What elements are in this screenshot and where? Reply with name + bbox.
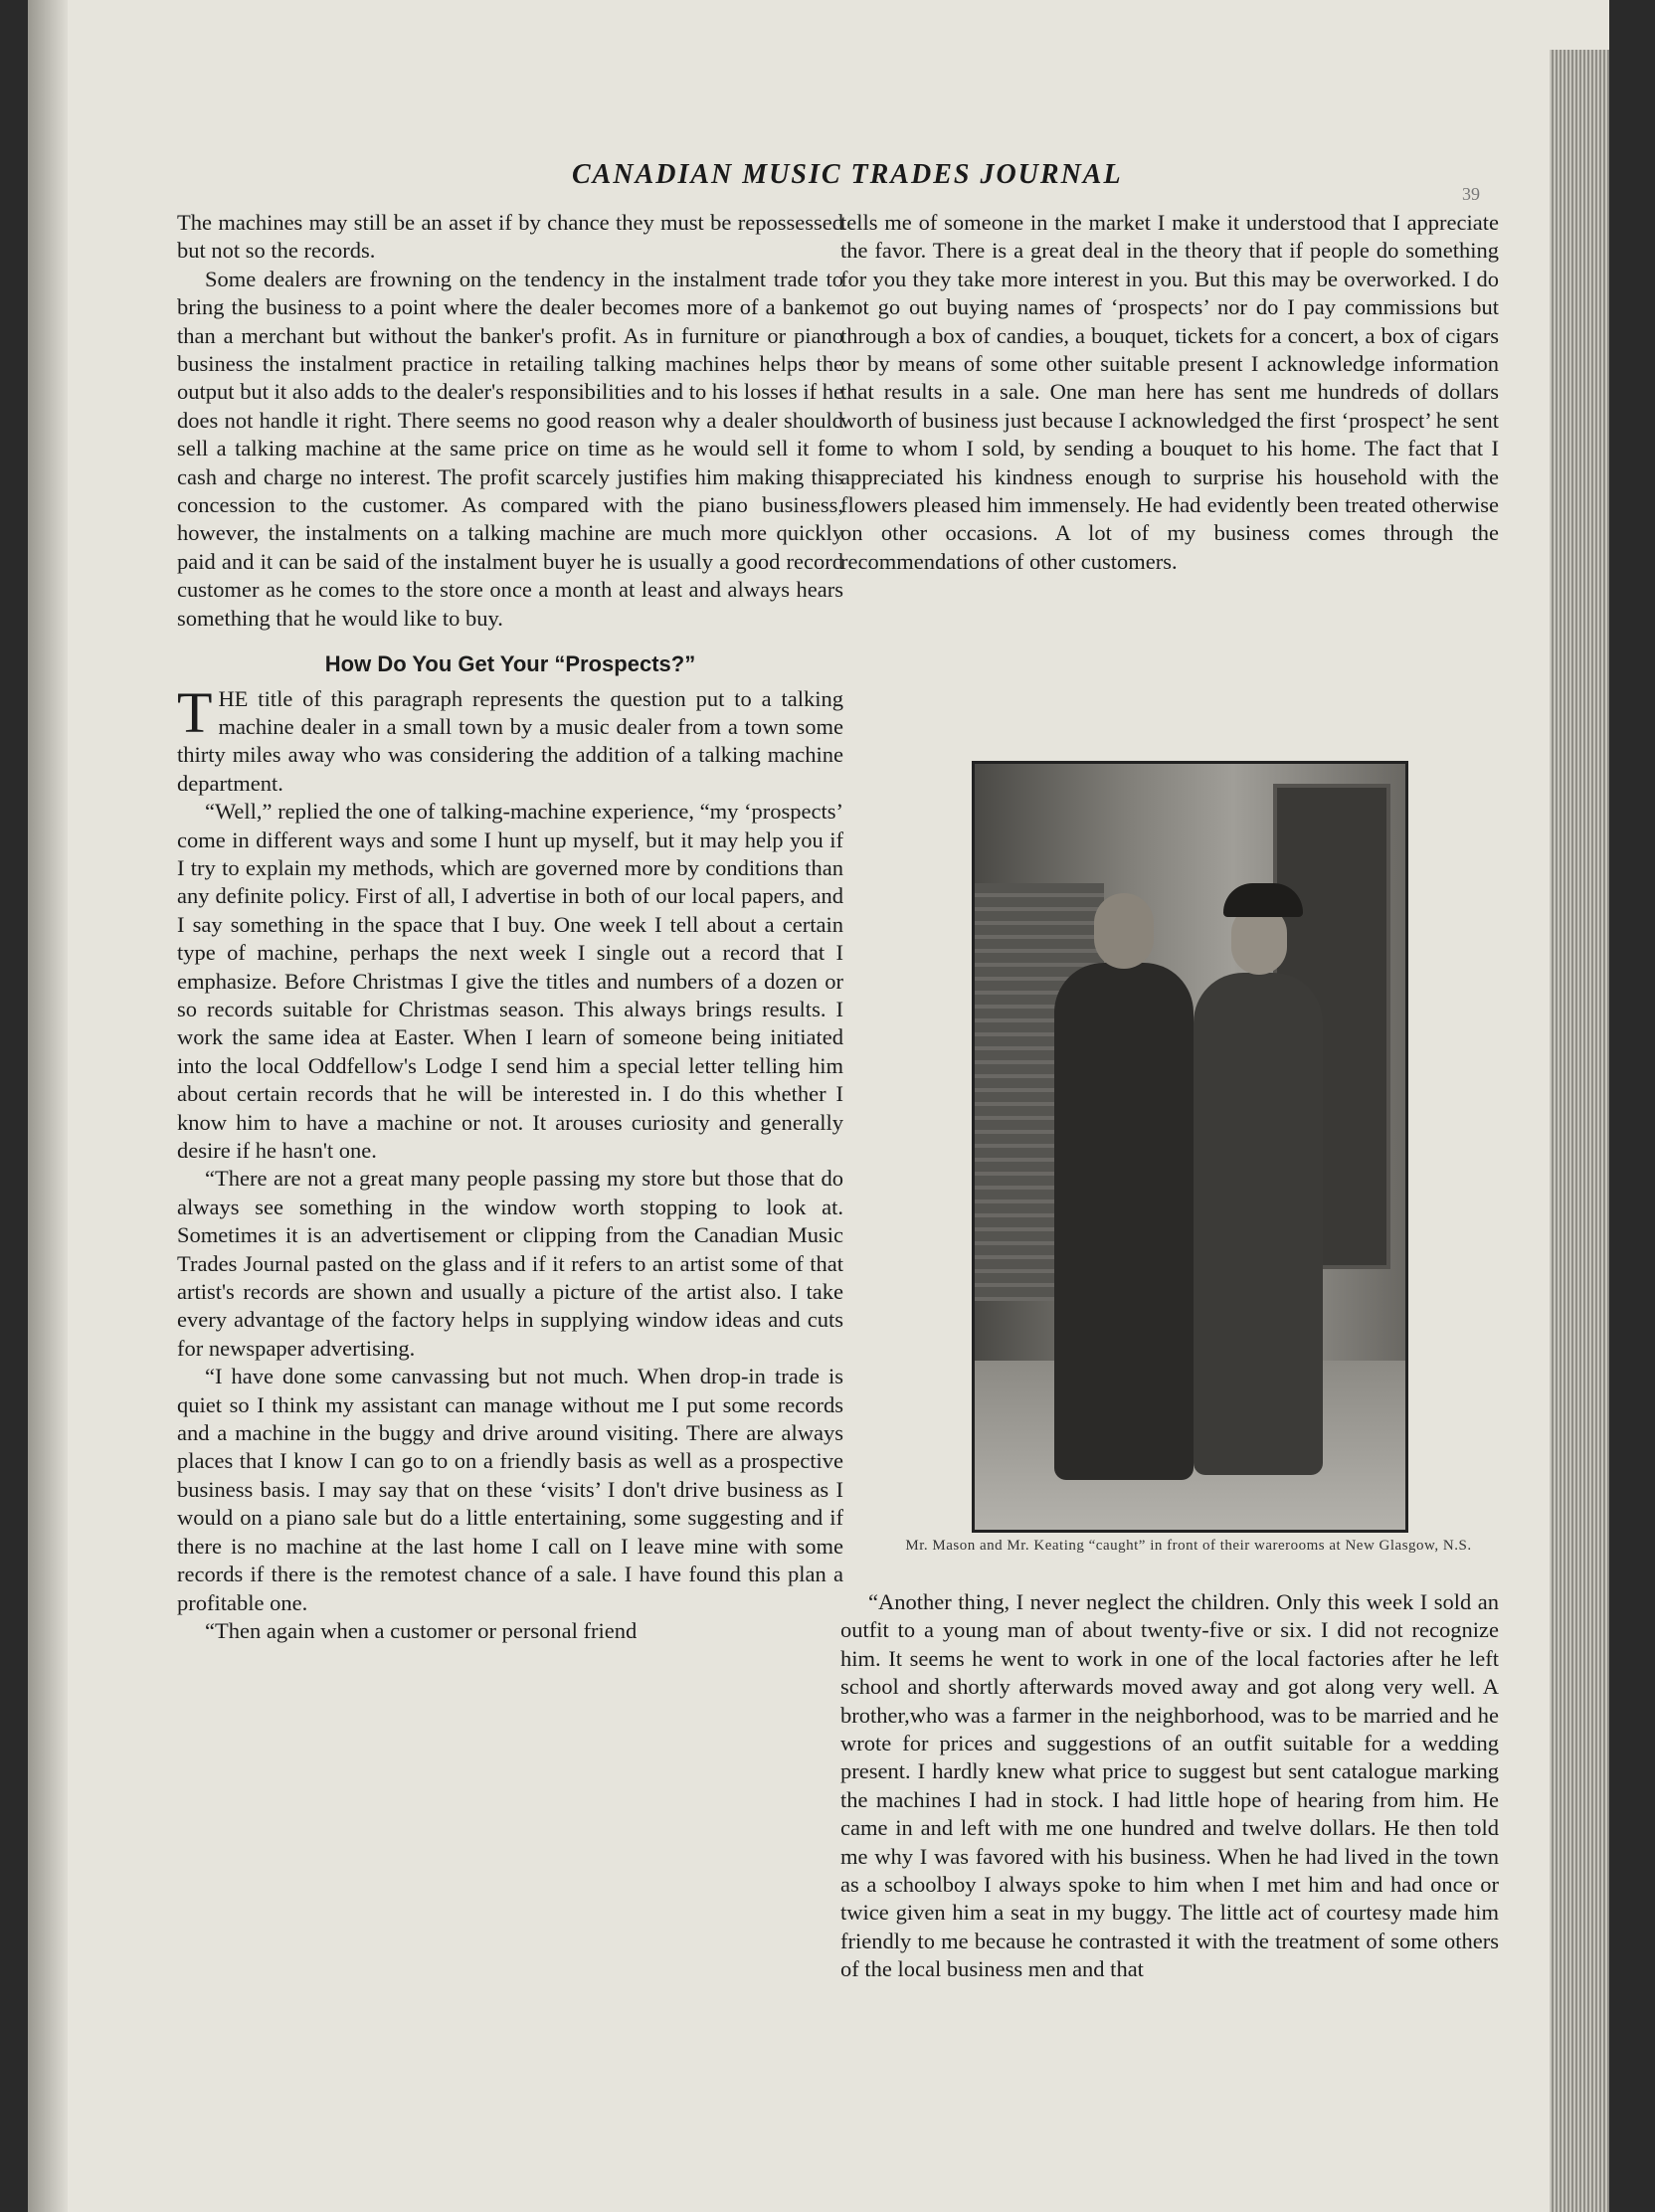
photo-caption: Mr. Mason and Mr. Keating “caught” in front of their warerooms at New Glasgow, N.S. <box>905 1538 1472 1554</box>
paragraph: Some dealers are frowning on the tendency in the instalment trade to bring the business to a point where the dealer becomes more of a banker than a merchant but without the banker's profit. As in furniture or piano business the instalment practice in retailing talking machines helps the output but it also adds to the dealer's responsibilities and to his losses if he does not handle it right. There seems no good reason why a dealer should sell a talking machine at the same price on time as he would sell it for cash and charge no interest. The profit scarcely justifies him making this concession to the customer. As compared with the piano business, however, the instalments on a talking machine are much more quickly paid and it can be said of the instalment buyer he is usually a good record customer as he comes to the store once a month at least and always hears something that he would like to buy. <box>177 266 843 631</box>
paragraph: The machines may still be an asset if by chance they must be repossessed but not so the records. <box>177 210 843 264</box>
paragraph: “I have done some canvassing but not much. When drop-in trade is quiet so I think my assistant can manage without me I put some records and a machine in the buggy and drive around visiting. There are always places that I know I can go to on a friendly basis as well as a prospective business basis. I may say that on these ‘visits’ I don't drive business as I would on a piano sale but do a little entertaining, some suggesting and if there is no machine at the last home I call on I leave mine with some records if there is the remotest chance of a sale. I have found this plan a profitable one. <box>177 1364 843 1615</box>
paragraph: “Well,” replied the one of talking-machine experience, “my ‘prospects’ come in different ways and some I hunt up myself, but it may help you if I try to explain my methods, which are governed more by conditions than any definite policy. First of all, I advertise in both of our local papers, and I say something in the space that I buy. One week I tell about a certain type of machine, perhaps the next week I single out a record that I emphasize. Before Christmas I give the titles and numbers of a dozen or so records suitable for Christmas season. This always brings results. I work the same idea at Easter. When I learn of someone being initiated into the local Oddfellow's Lodge I send him a special letter telling him about certain records that he will be interested in. I do this whether I know him to have a machine or not. It arouses curiosity and generally desire if he hasn't one. <box>177 799 843 1163</box>
right-column-top <box>840 209 1499 576</box>
binding-shadow <box>28 0 68 2212</box>
running-head: CANADIAN MUSIC TRADES JOURNAL <box>572 159 1123 190</box>
photo-figure-left <box>1054 963 1194 1480</box>
photograph <box>972 761 1408 1533</box>
paragraph: “Another thing, I never neglect the children. Only this week I sold an outfit to a young man of about twenty-five or six. I did not recognize him. It seems he went to work in one of the local factories after he left school and shortly afterwards moved away and got along very well. A brother,who was a farmer in the neighborhood, was to be married and he wrote for prices and suggestions of an outfit suitable for a wedding present. I hardly knew what price to suggest but sent catalogue marking the machines I had in stock. I had little hope of hearing from him. He came in and left with me one hundred and twelve dollars. He then told me why I was favored with his business. When he had lived in the town as a schoolboy I always spoke to him when I met him and had once or twice given him a seat in my buggy. The little act of courtesy made him friendly to me because he contrasted it with the treatment of some others of the local business men and that <box>840 1589 1499 1982</box>
paragraph: “Then again when a customer or personal friend <box>205 1617 638 1643</box>
page-number: 39 <box>1462 184 1480 204</box>
left-column <box>177 209 843 1645</box>
right-column-bottom <box>840 1588 1499 1984</box>
photo-figure-right <box>1194 973 1323 1475</box>
photo-hat <box>1223 883 1303 917</box>
paragraph: “There are not a great many people passing my store but those that do always see something in the window worth stopping to look at. Sometimes it is an advertisement or clipping from the Canadian Music Trades Journal pasted on the glass and if it refers to an artist some of that artist's records are shown and usually a picture of the artist also. I take every advantage of the factory helps in supplying window ideas and cuts for newspaper advertising. <box>177 1166 843 1361</box>
page-edges <box>1550 50 1609 2212</box>
section-subheading: How Do You Get Your “Prospects?” <box>324 651 696 677</box>
paragraph: tells me of someone in the market I make it understood that I appreciate the favor. There is a great deal in the theory that if people do something for you they take more interest in you. But this may be overworked. I do not go out buying names of ‘prospects’ nor do I pay commissions but through a box of candies, a bouquet, tickets for a concert, a box of cigars or by means of some other suitable present I acknowledge information that results in a sale. One man here has sent me hundreds of dollars worth of business just because I acknowledged the first ‘prospect’ he sent me to whom I sold, by sending a bouquet to his home. The fact that I appreciated his kindness enough to surprise his household with the flowers pleased him immensely. He had evidently been treated otherwise on other occasions. A lot of my business comes through the recommendations of other customers. <box>840 210 1499 574</box>
paragraph-dropcap: THE title of this paragraph represents the question put to a talking machine dealer in a small town by a music dealer from a town some thirty miles away who was considering the addition of a talking machine department. <box>177 679 843 796</box>
